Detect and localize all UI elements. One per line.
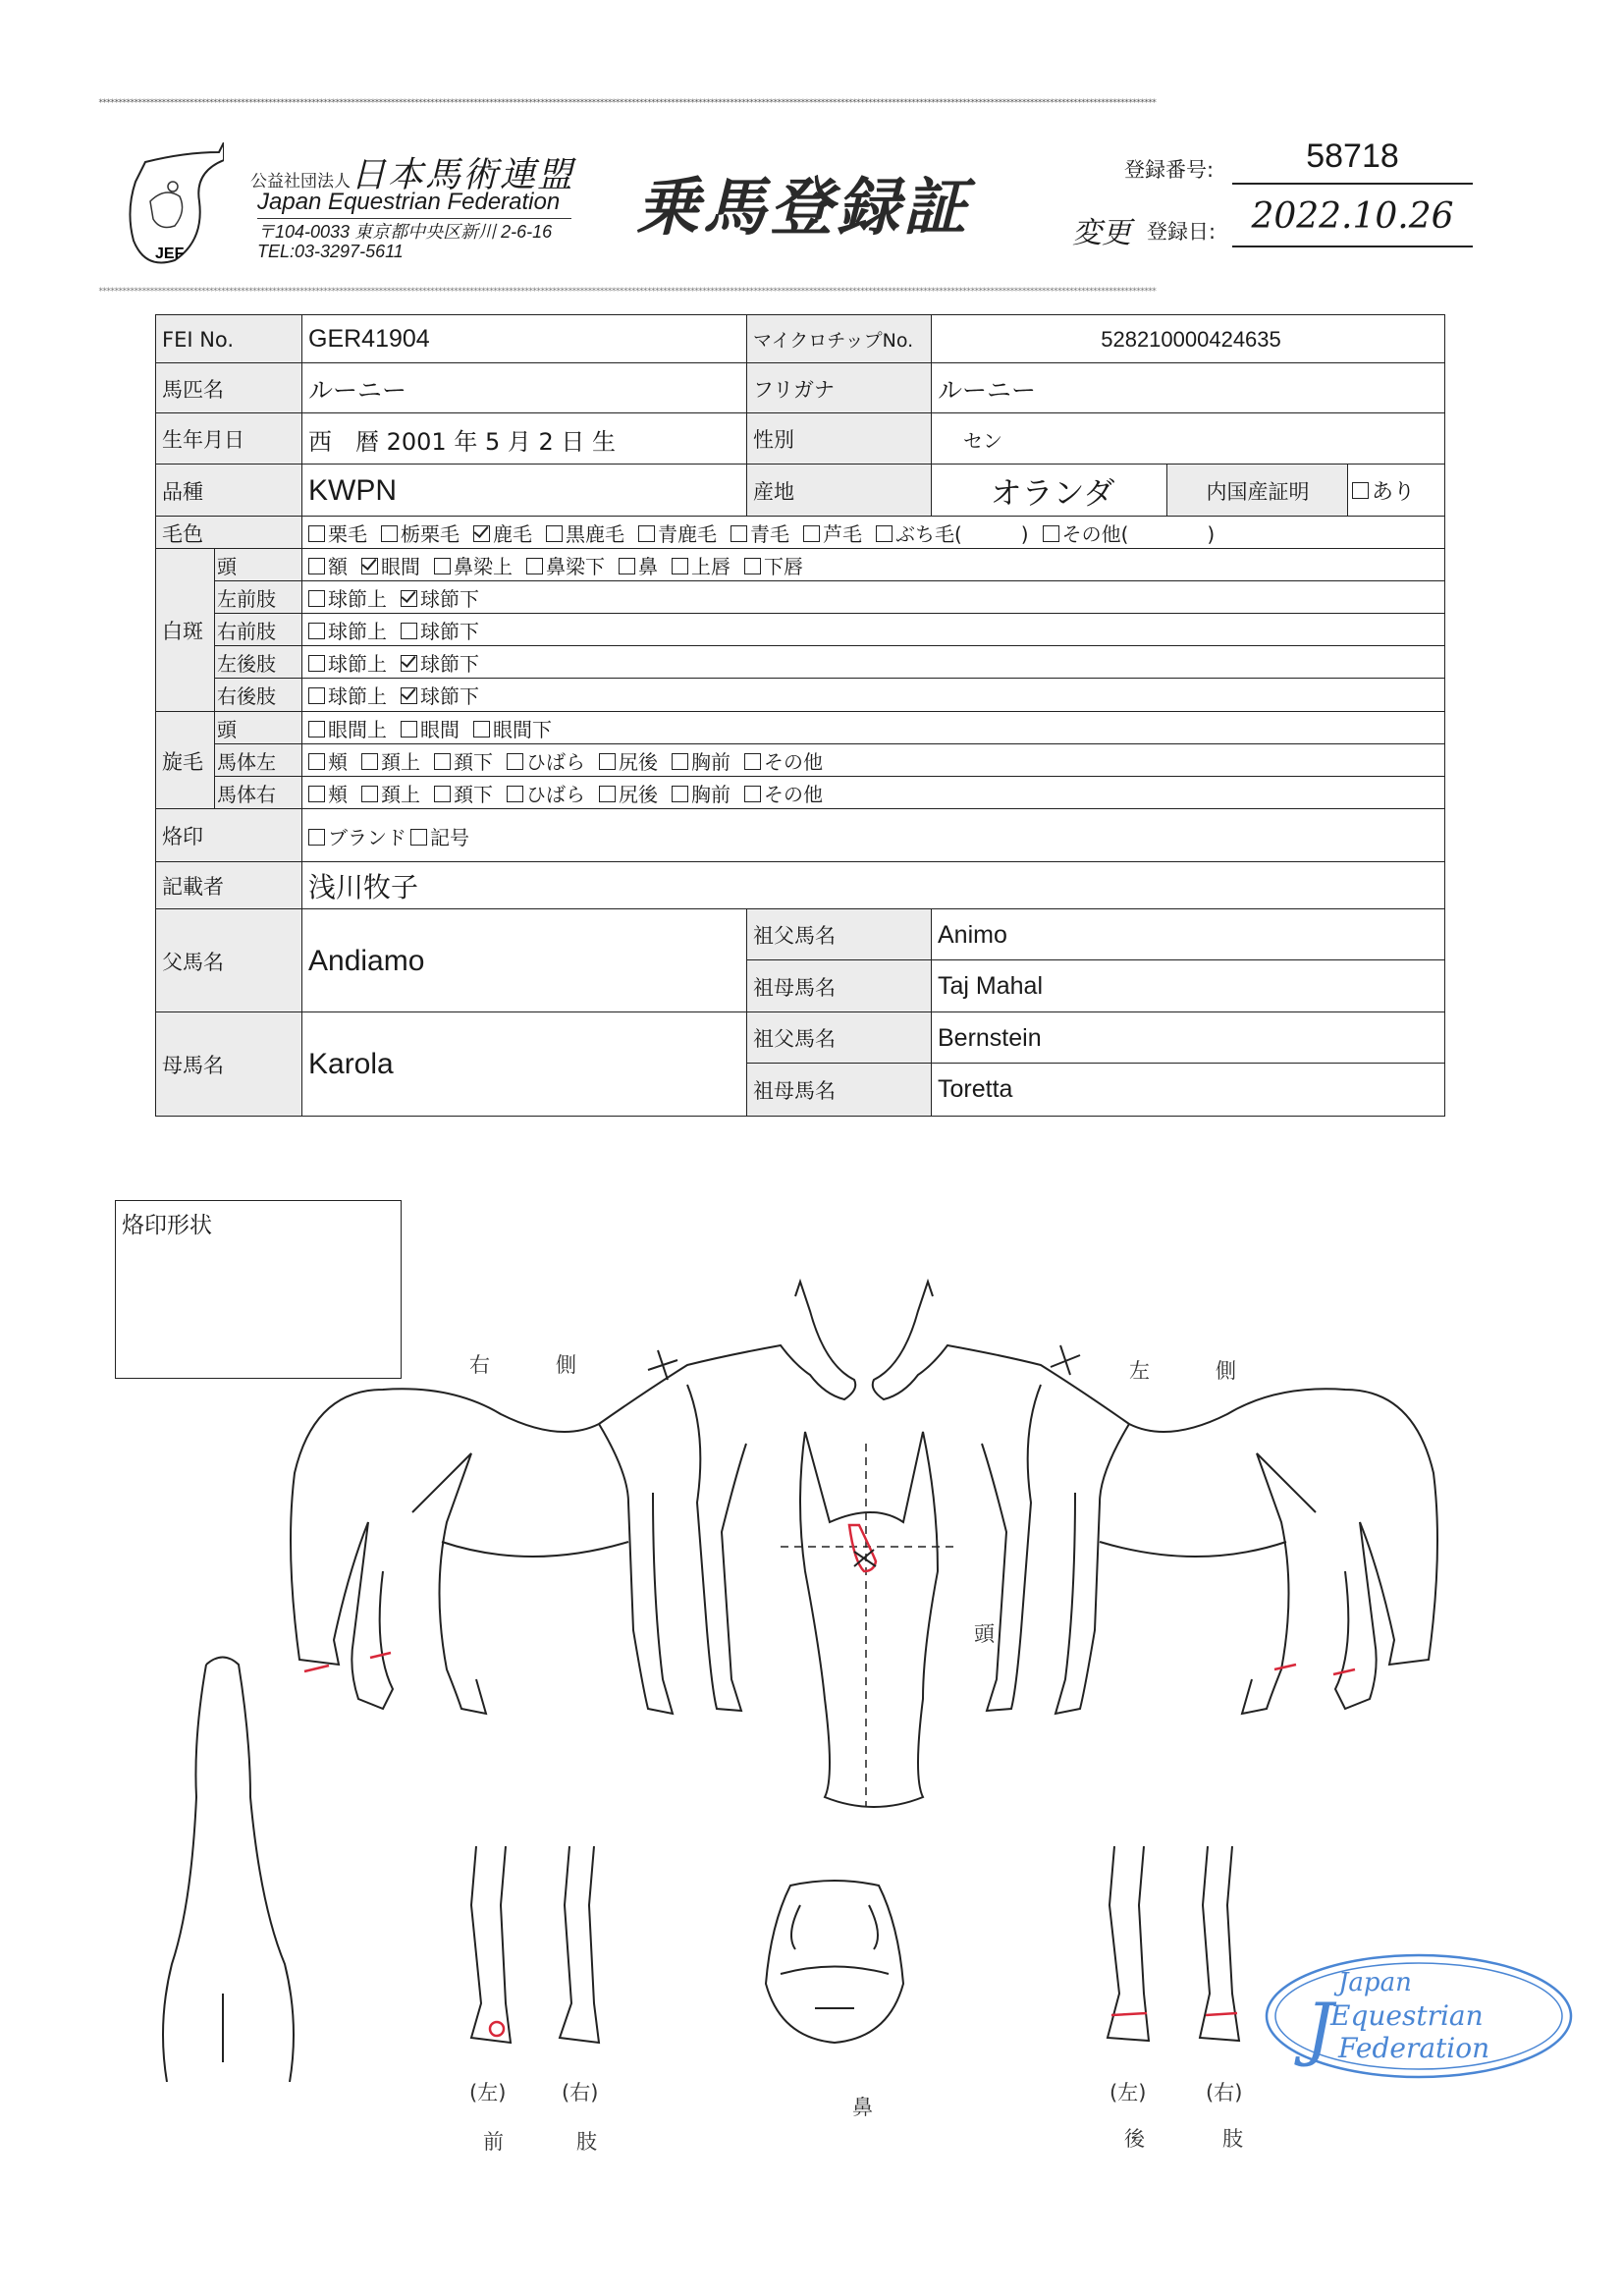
recorder-value: 浅川牧子 <box>301 861 1445 910</box>
checkbox-option[interactable] <box>308 779 348 807</box>
nose-label: 鼻 <box>852 2096 873 2119</box>
checkbox-icon[interactable] <box>434 558 451 574</box>
horse-name-label: 馬匹名 <box>155 362 303 414</box>
checkbox-label: 栗毛 <box>328 522 367 546</box>
birth-date-label: 生年月日 <box>155 412 303 465</box>
bottom-star-divider: **************************************************************************************************************************************************************************************************************************************************************************** <box>98 287 1156 297</box>
right-side-label-1: 右 <box>469 1353 490 1377</box>
jef-logo <box>126 142 224 270</box>
checkbox-label: 記号 <box>430 825 469 849</box>
checkbox-label: 眼間 <box>381 555 420 578</box>
sire-granddam-value: Taj Mahal <box>931 959 1445 1013</box>
jef-seal-stamp <box>1262 1949 1576 2082</box>
dam-value: Karola <box>301 1011 748 1117</box>
sire-granddam-label: 祖母馬名 <box>746 959 933 1013</box>
checkbox-option[interactable] <box>599 779 658 807</box>
checkbox-label: 球節上 <box>328 620 387 643</box>
checkbox-icon[interactable] <box>599 753 616 770</box>
left-side-label-2: 側 <box>1216 1359 1236 1383</box>
head-label: 頭 <box>974 1622 995 1646</box>
checkbox-icon[interactable] <box>803 525 820 542</box>
checkbox-option[interactable] <box>401 714 460 742</box>
checkbox-icon[interactable] <box>744 786 761 802</box>
checkbox-label: 尻後 <box>619 750 658 774</box>
checkbox-label: 下唇 <box>764 555 803 578</box>
sub-row-label: 頭 <box>214 548 303 582</box>
logo-text: JEF <box>155 246 185 262</box>
checkbox-label: 球節下 <box>420 587 479 611</box>
checkbox-option[interactable] <box>308 681 387 709</box>
checkbox-icon[interactable] <box>672 753 688 770</box>
dam-granddam-label: 祖母馬名 <box>746 1063 933 1117</box>
checkbox-label: 胸前 <box>691 783 730 806</box>
checkbox-label: 球節上 <box>328 684 387 708</box>
foreleg-right-label: (右) <box>562 2081 599 2105</box>
checkbox-option[interactable] <box>876 519 1029 547</box>
checkbox-option[interactable] <box>473 714 552 742</box>
hindleg-left-label: (左) <box>1109 2081 1147 2105</box>
body-top-view-diagram <box>152 1650 309 2082</box>
checkbox-icon[interactable] <box>638 525 655 542</box>
checked-checkbox-icon[interactable] <box>401 655 417 672</box>
checkbox-option[interactable] <box>361 551 420 579</box>
checkbox-icon[interactable] <box>744 753 761 770</box>
sub-row-label: 右後肢 <box>214 678 303 712</box>
checkbox-icon[interactable] <box>1043 525 1059 542</box>
checkbox-icon[interactable] <box>308 753 325 770</box>
registration-number-label: 登録番号: <box>1124 158 1215 182</box>
checkbox-icon[interactable] <box>730 525 747 542</box>
checkbox-label: その他 <box>764 750 823 774</box>
checkbox-icon[interactable] <box>401 623 417 639</box>
checkbox-label: 額 <box>328 555 348 578</box>
fei-no-label: FEI No. <box>155 314 303 364</box>
breed-label: 品種 <box>155 464 303 518</box>
sub-row-options <box>301 580 1445 615</box>
checkbox-option[interactable] <box>308 648 387 677</box>
checkbox-option[interactable] <box>401 616 479 644</box>
white-markings-label: 白斑 <box>155 548 216 713</box>
checkbox-label: 頚上 <box>381 783 420 806</box>
breed-value: KWPN <box>301 464 748 518</box>
marking-left-fore-coronet <box>490 2022 504 2036</box>
checkbox-label: 眼間下 <box>493 718 552 741</box>
sub-row-label: 左前肢 <box>214 580 303 615</box>
birth-date-value: 西 暦 2001 年 5 月 2 日 生 <box>301 412 748 465</box>
checkbox-icon[interactable] <box>308 721 325 738</box>
domestic-cert-checkbox[interactable] <box>1347 464 1445 518</box>
checkbox-option[interactable] <box>730 519 789 547</box>
marking-left-hind-side <box>1333 1669 1355 1674</box>
checkbox-option[interactable] <box>526 551 605 579</box>
dam-label: 母馬名 <box>155 1011 303 1117</box>
sub-row-options <box>301 548 1445 582</box>
checkbox-option[interactable] <box>381 519 460 547</box>
checkbox-label: 頚下 <box>454 750 493 774</box>
checkbox-icon[interactable] <box>308 590 325 607</box>
origin-value: オランダ <box>931 464 1168 518</box>
checkbox-option[interactable] <box>434 551 513 579</box>
checkbox-option[interactable] <box>672 746 730 775</box>
right-side-label-2: 側 <box>556 1353 576 1377</box>
checkbox-icon[interactable] <box>410 829 427 846</box>
stamp-line-3: Federation <box>1338 2032 1490 2064</box>
checkbox-label: 眼間 <box>420 718 460 741</box>
checkbox-icon[interactable] <box>381 525 398 542</box>
sub-row-label: 右前肢 <box>214 613 303 647</box>
checkbox-icon[interactable] <box>308 623 325 639</box>
marking-left-fore <box>370 1653 391 1658</box>
checkbox-option[interactable] <box>308 746 348 775</box>
checkbox-label: ブランド <box>328 825 406 849</box>
sub-row-options <box>301 645 1445 680</box>
checkbox-option[interactable] <box>308 822 406 850</box>
checkbox-icon[interactable] <box>308 525 325 542</box>
checked-checkbox-icon[interactable] <box>401 590 417 607</box>
checkbox-icon[interactable] <box>434 753 451 770</box>
checkbox-option[interactable] <box>308 616 387 644</box>
checkbox-option[interactable] <box>619 551 658 579</box>
sire-grandsire-label: 祖父馬名 <box>746 908 933 961</box>
sub-row-options <box>301 678 1445 712</box>
sire-value: Andiamo <box>301 908 748 1013</box>
checkbox-label: 栃栗毛 <box>401 522 460 546</box>
checkbox-option[interactable] <box>803 519 862 547</box>
checkbox-icon[interactable] <box>507 753 523 770</box>
origin-label: 産地 <box>746 464 933 518</box>
checkbox-icon[interactable] <box>526 558 543 574</box>
sub-row-options <box>301 743 1445 778</box>
foreleg-left-label: (左) <box>469 2081 507 2105</box>
marking-right-hind-side <box>1274 1665 1296 1669</box>
sub-row-label: 頭 <box>214 711 303 745</box>
microchip-label: マイクロチップNo. <box>746 314 933 364</box>
sex-label: 性別 <box>746 412 933 465</box>
checkbox-label: ひばら <box>526 783 585 806</box>
checkbox-icon[interactable] <box>507 786 523 802</box>
checkbox-option[interactable] <box>401 648 479 677</box>
checkbox-option[interactable] <box>546 519 624 547</box>
furigana-value: ルーニー <box>931 362 1445 414</box>
sub-row-options <box>301 776 1445 810</box>
checkbox-icon[interactable] <box>672 558 688 574</box>
checkbox-icon[interactable] <box>308 786 325 802</box>
checkbox-label: 球節下 <box>420 620 479 643</box>
checkbox-option[interactable] <box>672 551 730 579</box>
dam-grandsire-label: 祖父馬名 <box>746 1011 933 1065</box>
checked-checkbox-icon[interactable] <box>401 687 417 704</box>
fei-no-value: GER41904 <box>301 314 748 364</box>
checkbox-label: 芦毛 <box>823 522 862 546</box>
checkbox-icon[interactable] <box>361 753 378 770</box>
hindleg-right-label: (右) <box>1206 2081 1243 2105</box>
checkbox-option[interactable] <box>308 551 348 579</box>
marking-right-hind-coronet <box>1206 2013 1237 2015</box>
checkbox-label: 鹿毛 <box>493 522 532 546</box>
checkbox-option[interactable] <box>638 519 717 547</box>
hindlegs-diagram <box>1100 1846 1257 2052</box>
coat-color-options <box>301 516 1445 550</box>
checkbox-icon[interactable] <box>619 558 635 574</box>
checkbox-option[interactable] <box>308 519 367 547</box>
brand-shape-label: 烙印形状 <box>122 1213 212 1238</box>
checkbox-option[interactable] <box>401 681 479 709</box>
checkbox-label: 球節下 <box>420 684 479 708</box>
checkbox-label: 青鹿毛 <box>658 522 717 546</box>
checkbox-icon[interactable] <box>434 786 451 802</box>
sire-grandsire-value: Animo <box>931 908 1445 961</box>
checkbox-icon[interactable] <box>546 525 563 542</box>
checkbox-label: その他 <box>764 783 823 806</box>
svg-text:J: J <box>1306 1989 1334 2069</box>
checkbox-option[interactable] <box>361 746 420 775</box>
checkbox-label: 尻後 <box>619 783 658 806</box>
domestic-cert-label: 内国産証明 <box>1166 464 1349 518</box>
checkbox-label: 頬 <box>328 750 348 774</box>
furigana-label: フリガナ <box>746 362 933 414</box>
checkbox-label: その他( ) <box>1061 522 1216 546</box>
domestic-cert-option: あり <box>1372 480 1416 505</box>
checkbox-option[interactable] <box>507 746 585 775</box>
dam-grandsire-value: Bernstein <box>931 1011 1445 1065</box>
checked-checkbox-icon[interactable] <box>361 558 378 574</box>
checkbox-icon[interactable] <box>308 558 325 574</box>
checkbox-label: ぶち毛( ) <box>895 522 1029 546</box>
sub-row-label: 馬体左 <box>214 743 303 778</box>
dam-granddam-value: Toretta <box>931 1063 1445 1117</box>
checkbox-label: 頬 <box>328 783 348 806</box>
checkbox-icon[interactable] <box>672 786 688 802</box>
org-name-en: Japan Equestrian Federation <box>257 189 561 215</box>
checkbox-label: 球節上 <box>328 587 387 611</box>
checkbox-icon[interactable] <box>744 558 761 574</box>
foreleg-caption-1: 前 <box>483 2130 504 2154</box>
org-divider <box>257 218 571 219</box>
checked-checkbox-icon[interactable] <box>473 525 490 542</box>
checkbox-icon[interactable] <box>308 829 325 846</box>
marking-left-hind-coronet <box>1111 2013 1147 2015</box>
stamp-line-1: Japan <box>1338 1968 1412 1997</box>
checkbox-label: 球節下 <box>420 652 479 676</box>
checkbox-label: 上唇 <box>691 555 730 578</box>
checkbox-icon[interactable] <box>401 721 417 738</box>
checkbox-icon[interactable] <box>1352 482 1369 499</box>
left-side-label-1: 左 <box>1129 1359 1150 1383</box>
checkbox-option[interactable] <box>599 746 658 775</box>
checkbox-option[interactable] <box>434 779 493 807</box>
microchip-value: 528210000424635 <box>931 314 1445 364</box>
sire-label: 父馬名 <box>155 908 303 1013</box>
sub-row-label: 左後肢 <box>214 645 303 680</box>
sex-value: セン <box>931 412 1445 465</box>
nose-diagram <box>761 1866 908 2052</box>
checkbox-label: 青毛 <box>750 522 789 546</box>
org-address: 〒104-0033 東京都中央区新川 2-6-16 <box>257 222 553 242</box>
checkbox-label: 眼間上 <box>328 718 387 741</box>
foreleg-caption-2: 肢 <box>576 2130 597 2154</box>
sub-row-options <box>301 613 1445 647</box>
checkbox-option[interactable] <box>308 583 387 612</box>
checkbox-label: 鼻梁上 <box>454 555 513 578</box>
whorls-label: 旋毛 <box>155 711 216 810</box>
checkbox-option[interactable] <box>672 779 730 807</box>
brand-label: 烙印 <box>155 808 303 863</box>
sub-row-options <box>301 711 1445 745</box>
checkbox-option[interactable] <box>410 822 469 850</box>
change-note: 変更 <box>1072 216 1131 250</box>
checkbox-label: 頚下 <box>454 783 493 806</box>
checkbox-icon[interactable] <box>361 786 378 802</box>
hindleg-caption-1: 後 <box>1124 2127 1145 2151</box>
hindleg-caption-2: 肢 <box>1222 2127 1243 2151</box>
horse-name-value: ルーニー <box>301 362 748 414</box>
checkbox-icon[interactable] <box>876 525 893 542</box>
checkbox-option[interactable] <box>434 746 493 775</box>
head-front-diagram <box>776 1424 972 1817</box>
checkbox-label: 鼻梁下 <box>546 555 605 578</box>
checkbox-option[interactable] <box>473 519 532 547</box>
checkbox-option[interactable] <box>507 779 585 807</box>
checkbox-icon[interactable] <box>599 786 616 802</box>
checkbox-icon[interactable] <box>308 655 325 672</box>
brand-options <box>301 808 1445 863</box>
checkbox-icon[interactable] <box>308 687 325 704</box>
checkbox-option[interactable] <box>308 714 387 742</box>
recorder-label: 記載者 <box>155 861 303 910</box>
org-name-jp-text: 日本馬術連盟 <box>351 155 575 195</box>
org-prefix: 公益社団法人 <box>250 172 351 191</box>
checkbox-label: ひばら <box>526 750 585 774</box>
checkbox-option[interactable] <box>1043 519 1216 547</box>
sub-row-label: 馬体右 <box>214 776 303 810</box>
checkbox-label: 胸前 <box>691 750 730 774</box>
checkbox-label: 鼻 <box>638 555 658 578</box>
checkbox-label: 黒鹿毛 <box>566 522 624 546</box>
registration-number: 58718 <box>1232 137 1473 185</box>
coat-color-label: 毛色 <box>155 516 303 550</box>
stamp-line-2: Equestrian <box>1330 1999 1484 2032</box>
org-tel: TEL:03-3297-5611 <box>257 242 404 261</box>
top-star-divider: **************************************************************************************************************************************************************************************************************************************************************************** <box>98 98 1156 108</box>
checkbox-label: 頚上 <box>381 750 420 774</box>
checkbox-option[interactable] <box>744 551 803 579</box>
checkbox-label: 球節上 <box>328 652 387 676</box>
forelegs-diagram <box>461 1846 619 2052</box>
registration-date: 2022.10.26 <box>1232 196 1473 247</box>
registration-date-label: 登録日: <box>1147 220 1217 244</box>
checkbox-option[interactable] <box>744 746 823 775</box>
checkbox-option[interactable] <box>401 583 479 612</box>
checkbox-icon[interactable] <box>473 721 490 738</box>
document-title: 乗馬登録証 <box>636 172 970 245</box>
checkbox-option[interactable] <box>361 779 420 807</box>
checkbox-option[interactable] <box>744 779 823 807</box>
